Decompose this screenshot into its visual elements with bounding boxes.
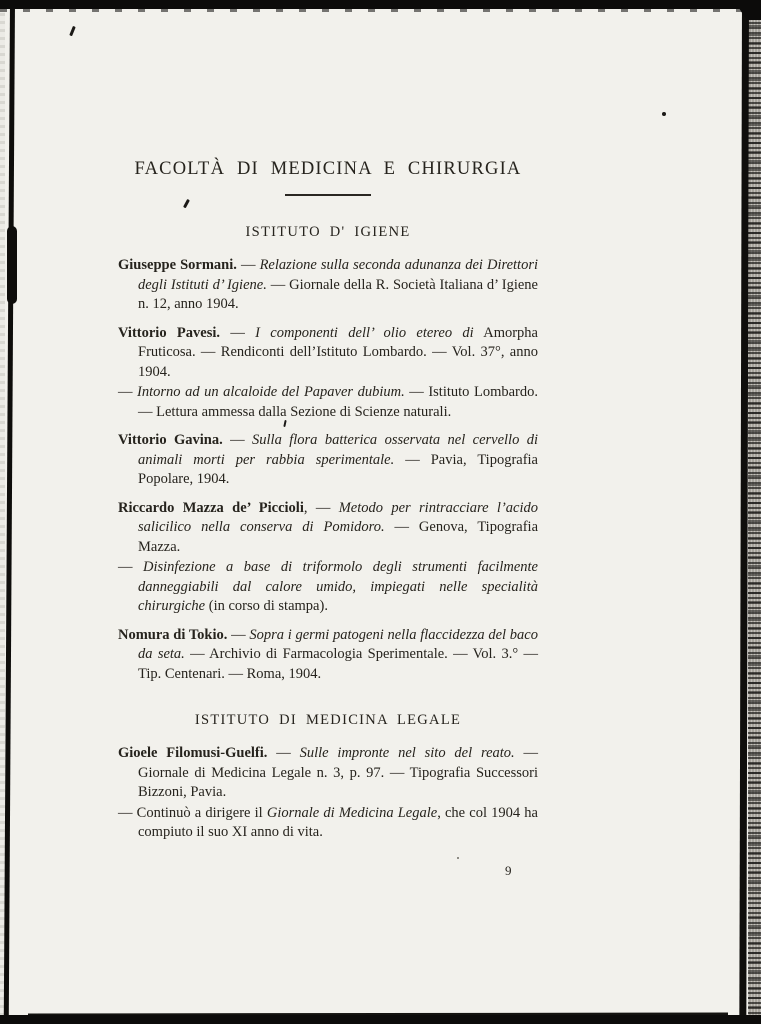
entry-segment-roman: (in corso di stampa). <box>205 598 328 614</box>
bibliography-entry <box>118 626 538 685</box>
entry-segment-roman: — Archivio di Farmacologia Sperimentale. — Vol. 3.° — Tip. Centenari. — Roma, 1904. <box>138 646 538 682</box>
scan-edge-left-blob <box>7 226 17 304</box>
bibliography-entry <box>118 431 538 490</box>
page-content <box>118 158 538 843</box>
section-heading: ISTITUTO DI MEDICINA LEGALE <box>194 712 462 728</box>
entry-segment-italic: Metodo per rintracciare l’acido salicilico nella conserva di Pomidoro. <box>138 499 539 535</box>
entry-segment-roman: — Continuò a dirigere il <box>118 804 267 821</box>
entry-segment-roman: — <box>267 745 300 761</box>
entry-segment-roman: — Istituto Lombardo. — Lettura ammessa dalla Sezione di Scienze naturali. <box>138 384 538 420</box>
entry-segment-bold: Giuseppe Sormani. <box>118 257 237 273</box>
faculty-title: FACOLTÀ DI MEDICINA E CHIRURGIA <box>134 159 522 179</box>
entry-segment-italic: Disinfezione a base di triformolo degli strumenti facilmente danneggiabili dal calore umido, impiegati nelle specialità chirurgiche <box>138 559 538 614</box>
entry-segment-italic: I componenti dell’ olio etereo di <box>255 324 474 341</box>
entry-segment-roman: — Genova, Tipografia Mazza. <box>138 519 539 555</box>
entry-segment-bold: Nomura di Tokio. <box>118 626 228 643</box>
scan-artifact-slash-mark <box>69 26 75 36</box>
entry-segment-roman: , — <box>303 499 339 516</box>
entry-segment-italic: Giornale di Medicina Legale <box>266 804 438 821</box>
entry-segment-roman: — Giornale della R. Società Italiana d’ Igiene n. 12, anno 1904. <box>138 276 538 312</box>
entry-segment-roman: — <box>236 257 260 273</box>
entry-segment-roman: — Pavia, Tipografia Popolare, 1904. <box>138 451 538 487</box>
scan-edge-right-texture <box>748 0 761 1024</box>
bibliography-entry <box>118 256 538 315</box>
bibliography-entry <box>118 383 538 422</box>
entry-segment-italic: Sopra i germi patogeni nella flaccidezza del baco da seta. <box>138 626 538 662</box>
bibliography-entry <box>118 744 538 803</box>
entry-segment-roman: — <box>227 626 250 643</box>
entry-segment-roman: — <box>222 432 253 448</box>
entry-segment-italic: Relazione sulla seconda adunanza dei Direttori degli Istituti d’ Igiene. <box>138 257 539 293</box>
entry-segment-roman: Amorpha Fruticosa. — Rendiconti dell’Istituto Lombardo. — Vol. 37°, anno 1904. <box>138 324 538 380</box>
bibliography-entry <box>118 324 538 383</box>
bibliography-entry <box>118 499 538 558</box>
entry-segment-roman: — <box>118 559 144 575</box>
scan-artifact-small-dot <box>457 857 459 859</box>
entry-segment-roman: , che col 1904 ha compiuto il suo XI anno di vita. <box>138 804 538 840</box>
entry-segment-bold: Riccardo Mazza de’ Piccioli <box>118 499 304 516</box>
entry-segment-roman: — <box>220 324 256 341</box>
page-number: 9 <box>505 863 512 878</box>
bibliography-entry <box>118 804 538 843</box>
scan-artifact-dot-mark <box>662 112 666 116</box>
entry-segment-italic: Sulla flora batterica osservata nel cervello di animali morti per rabbia sperimentale. <box>138 432 539 468</box>
scan-edge-top <box>0 0 761 9</box>
entry-segment-bold: Gioele Filomusi-Guelfi. <box>118 745 268 761</box>
bibliography-entry <box>118 558 538 617</box>
entry-segment-roman: — <box>118 384 138 400</box>
entry-segment-bold: Vittorio Pavesi. <box>118 324 220 341</box>
scan-edge-left-line <box>4 0 15 1018</box>
scan-edge-bottom <box>0 1015 761 1024</box>
entry-segment-italic: Intorno ad un alcaloide del Papaver dubium. <box>137 384 405 400</box>
title-rule <box>285 194 371 196</box>
entry-segment-bold: Vittorio Gavina. <box>118 432 223 448</box>
section-heading: ISTITUTO D' IGIENE <box>245 224 411 240</box>
entry-segment-roman: — Giornale di Medicina Legale n. 3, p. 97. — Tipografia Successori Bizzoni, Pavia. <box>138 745 539 800</box>
entry-segment-italic: Sulle impronte nel sito del reato. <box>299 745 515 761</box>
sections-container <box>118 222 538 843</box>
